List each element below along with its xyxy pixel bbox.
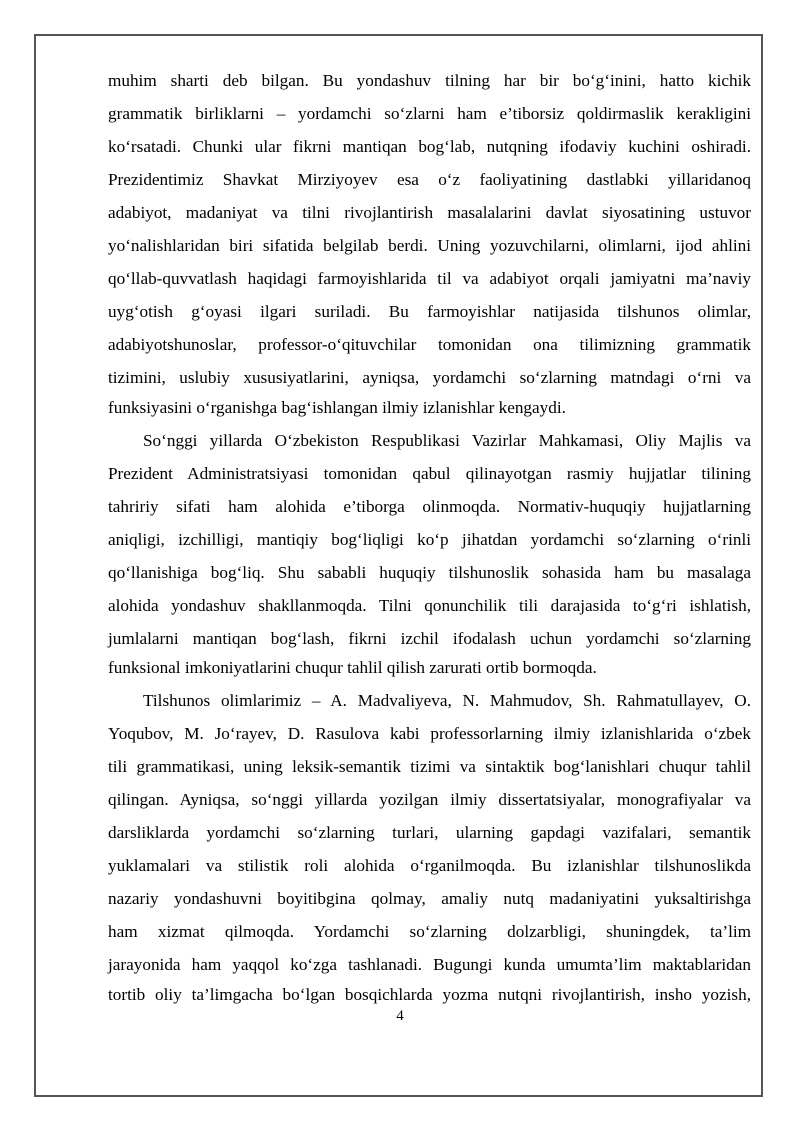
page-number: 4 <box>396 1008 404 1024</box>
text-line: qo‘llab-quvvatlash haqidagi farmoyishlarida til va adabiyot orqali jamiyatni ma’naviy <box>108 269 751 288</box>
text-line: adabiyotshunoslar, professor-o‘qituvchilar tomonidan ona tilimizning grammatik <box>108 335 751 354</box>
text-line: Prezidentimiz Shavkat Mirziyoyev esa o‘z faoliyatining dastlabki yillaridanoq <box>108 170 751 189</box>
text-line: aniqligi, izchilligi, mantiqiy bog‘liqligi ko‘p jihatdan yordamchi so‘zlarning o‘rinli <box>108 530 751 549</box>
text-line: adabiyot, madaniyat va tilni rivojlantirish masalalarini davlat siyosatining ustuvor <box>108 203 751 222</box>
text-line: tizimini, uslubiy xususiyatlarini, ayniqsa, yordamchi so‘zlarning matndagi o‘rni va <box>108 368 751 387</box>
text-line: tahririy sifati ham alohida e’tiborga olinmoqda. Normativ-huquqiy hujjatlarning <box>108 497 751 516</box>
text-line: alohida yondashuv shakllanmoqda. Tilni qonunchilik tili darajasida to‘g‘ri ishlatish, <box>108 596 751 615</box>
text-line: Tilshunos olimlarimiz – A. Madvaliyeva, N. Mahmudov, Sh. Rahmatullayev, O. <box>143 691 751 710</box>
text-line: jumlalarni mantiqan bog‘lash, fikrni izchil ifodalash uchun yordamchi so‘zlarning <box>108 629 751 648</box>
text-line: ko‘rsatadi. Chunki ular fikrni mantiqan bog‘lab, nutqning ifodaviy kuchini oshiradi. <box>108 137 751 156</box>
text-line: tili grammatikasi, uning leksik-semantik tizimi va sintaktik bog‘lanishlari chuqur tahlil <box>108 757 751 776</box>
text-line: jarayonida ham yaqqol ko‘zga tashlanadi. Bugungi kunda umumta’lim maktablaridan <box>108 955 751 974</box>
text-line: darsliklarda yordamchi so‘zlarning turlari, ularning gapdagi vazifalari, semantik <box>108 823 751 842</box>
text-line: nazariy yondashuvni boyitibgina qolmay, amaliy nutq madaniyatini yuksaltirishga <box>108 889 751 908</box>
text-line: funksiyasini o‘rganishga bag‘ishlangan ilmiy izlanishlar kengaydi. <box>108 398 566 417</box>
text-line: yo‘nalishlaridan biri sifatida belgilab berdi. Uning yozuvchilarni, olimlarni, ijod ahlini <box>108 236 751 255</box>
text-line: uyg‘otish g‘oyasi ilgari suriladi. Bu farmoyishlar natijasida tilshunos olimlar, <box>108 302 751 321</box>
text-line: yuklamalari va stilistik roli alohida o‘rganilmoqda. Bu izlanishlar tilshunoslikda <box>108 856 751 875</box>
text-line: Yoqubov, M. Jo‘rayev, D. Rasulova kabi professorlarning ilmiy izlanishlarida o‘zbek <box>108 724 751 743</box>
text-line: qilingan. Ayniqsa, so‘nggi yillarda yozilgan ilmiy dissertatsiyalar, monografiyalar va <box>108 790 751 809</box>
text-line: So‘nggi yillarda O‘zbekiston Respublikasi Vazirlar Mahkamasi, Oliy Majlis va <box>143 431 751 450</box>
text-line: muhim sharti deb bilgan. Bu yondashuv tilning har bir bo‘g‘inini, hatto kichik <box>108 71 751 90</box>
text-line: funksional imkoniyatlarini chuqur tahlil qilish zarurati ortib bormoqda. <box>108 658 597 677</box>
text-line: tortib oliy ta’limgacha bo‘lgan bosqichlarda yozma nutqni rivojlantirish, insho yozish, <box>108 985 751 1004</box>
text-line: qo‘llanishiga bog‘liq. Shu sababli huquqiy tilshunoslik sohasida ham bu masalaga <box>108 563 751 582</box>
text-line: Prezident Administratsiyasi tomonidan qabul qilinayotgan rasmiy hujjatlar tilining <box>108 464 751 483</box>
text-line: ham xizmat qilmoqda. Yordamchi so‘zlarning dolzarbligi, shuningdek, ta’lim <box>108 922 751 941</box>
text-line: grammatik birliklarni – yordamchi so‘zlarni ham e’tiborsiz qoldirmaslik kerakligini <box>108 104 751 123</box>
